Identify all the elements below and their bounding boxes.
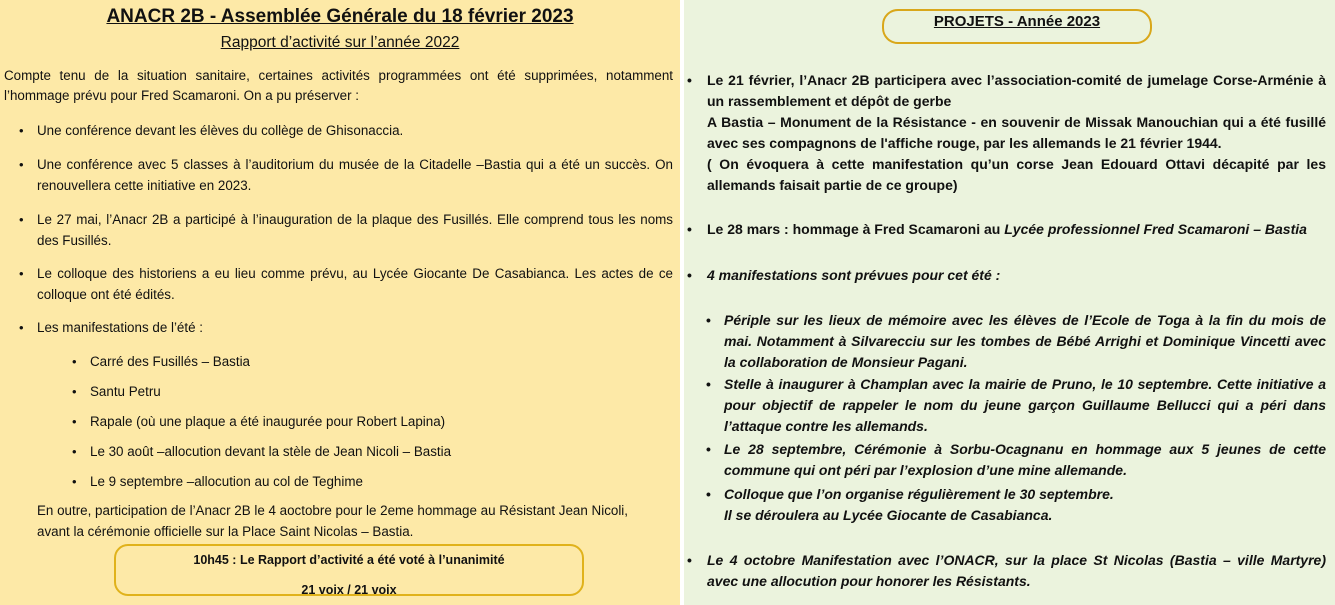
bullet-icon: • — [687, 267, 692, 283]
list-item: • Le 30 août –allocution devant la stèle de Jean Nicoli – Bastia — [90, 441, 650, 462]
list-item: • Santu Petru — [90, 381, 650, 402]
bullet-icon: • — [72, 414, 77, 429]
extra-paragraph: En outre, participation de l’Anacr 2B le 4 aoctobre pour le 2eme hommage au Résistant Jean Nicoli, avant la cérémonie officielle sur la Place Saint Nicolas – Bastia. — [37, 503, 629, 539]
bullet-icon: • — [19, 320, 24, 335]
list-item: • 4 manifestations sont prévues pour cet été : — [707, 265, 1326, 286]
bullet-icon: • — [706, 486, 711, 502]
list-item: • Le 27 mai, l’Anacr 2B a participé à l’inauguration de la plaque des Fusillés. Elle comprend tous les noms des Fusillés. — [37, 209, 673, 251]
list-item: • Carré des Fusillés – Bastia — [90, 351, 650, 372]
vote-count: 21 voix / 21 voix — [301, 583, 397, 597]
list-item: • Une conférence devant les élèves du collège de Ghisonaccia. — [37, 120, 673, 141]
bullet-icon: • — [706, 376, 711, 392]
projects-title: PROJETS - Année 2023 — [933, 13, 1101, 30]
list-item: • Rapale (où une plaque a été inaugurée pour Robert Lapina) — [90, 411, 650, 432]
list-item: • Colloque que l’on organise régulièrement le 30 septembre. Il se déroulera au Lycée Giocante de Casabianca. — [706, 486, 1114, 523]
bullet-icon: • — [19, 123, 24, 138]
bullet-icon: • — [687, 221, 692, 237]
bullet-icon: • — [72, 384, 77, 399]
bullet-icon: • — [19, 157, 24, 172]
bullet-icon: • — [72, 354, 77, 369]
vote-result: 10h45 : Le Rapport d’activité a été voté à l’unanimité — [193, 553, 505, 567]
list-item: • Stelle à inaugurer à Champlan avec la mairie de Pruno, le 10 septembre. Cette initiative a pour objectif de rappeler le nom du jeune garçon Guillaume Bellucci qui a péri dans l’attaque contre les allemands. — [706, 376, 1326, 434]
bullet-icon: • — [72, 444, 77, 459]
list-item: • Périple sur les lieux de mémoire avec les élèves de l’Ecole de Toga à la fin du mois de mai. Notamment à Silvarecciu sur les tombes de Bébé Arrighi et Dominique Vincetti avec la collaboration de Monsieur Pagani. — [706, 312, 1326, 370]
report-subtitle: Rapport d’activité sur l’année 2022 — [220, 34, 460, 51]
bullet-icon: • — [72, 474, 77, 489]
intro-paragraph: Compte tenu de la situation sanitaire, certaines activités programmées ont été supprimées, notamment l’hommage prévu pour Fred Scamaroni. On a pu préserver : — [4, 68, 673, 103]
list-item: • Le colloque des historiens a eu lieu comme prévu, au Lycée Giocante De Casabianca. Les actes de ce colloque ont été édités. — [37, 263, 673, 305]
bullet-icon: • — [19, 212, 24, 227]
bullet-icon: • — [19, 266, 24, 281]
bullet-icon: • — [706, 441, 711, 457]
list-item: • Le 21 février, l’Anacr 2B participera avec l’association-comité de jumelage Corse-Arménie à un rassemblement et dépôt de gerbe A Bastia – Monument de la Résistance - en souvenir de Missak Manouchian qui a été fusillé avec ses compagnons de l'affiche rouge, par les allemands le 21 février 1944. ( On évoquera à cette manifestation qu’un corse Jean Edouard Ottavi décapité par les allemands faisait partie de ce groupe) — [687, 72, 1326, 193]
bullet-icon: • — [687, 552, 692, 568]
list-item: • Le 28 septembre, Cérémonie à Sorbu-Ocagnanu en hommage aux 5 jeunes de cette commune qui ont péri par l’explosion d’une mine allemande. — [706, 441, 1326, 478]
list-item: • Une conférence avec 5 classes à l’auditorium du musée de la Citadelle –Bastia qui a été un succès. On renouvellera cette initiative en 2023. — [37, 154, 673, 196]
assembly-title: ANACR 2B - Assemblée Générale du 18 février 2023 — [106, 6, 574, 27]
list-item: • Les manifestations de l’été : — [37, 317, 673, 338]
bullet-icon: • — [687, 72, 692, 88]
bullet-icon: • — [706, 312, 711, 328]
list-item: • Le 9 septembre –allocution au col de Teghime — [90, 471, 650, 492]
list-item: • Le 28 mars : hommage à Fred Scamaroni au Lycée professionnel Fred Scamaroni – Bastia — [707, 219, 1326, 240]
list-item: • Le 4 octobre Manifestation avec l’ONACR, sur la place St Nicolas (Bastia – ville Martyre) avec une allocution pour honorer les Résistants. — [687, 552, 1326, 589]
